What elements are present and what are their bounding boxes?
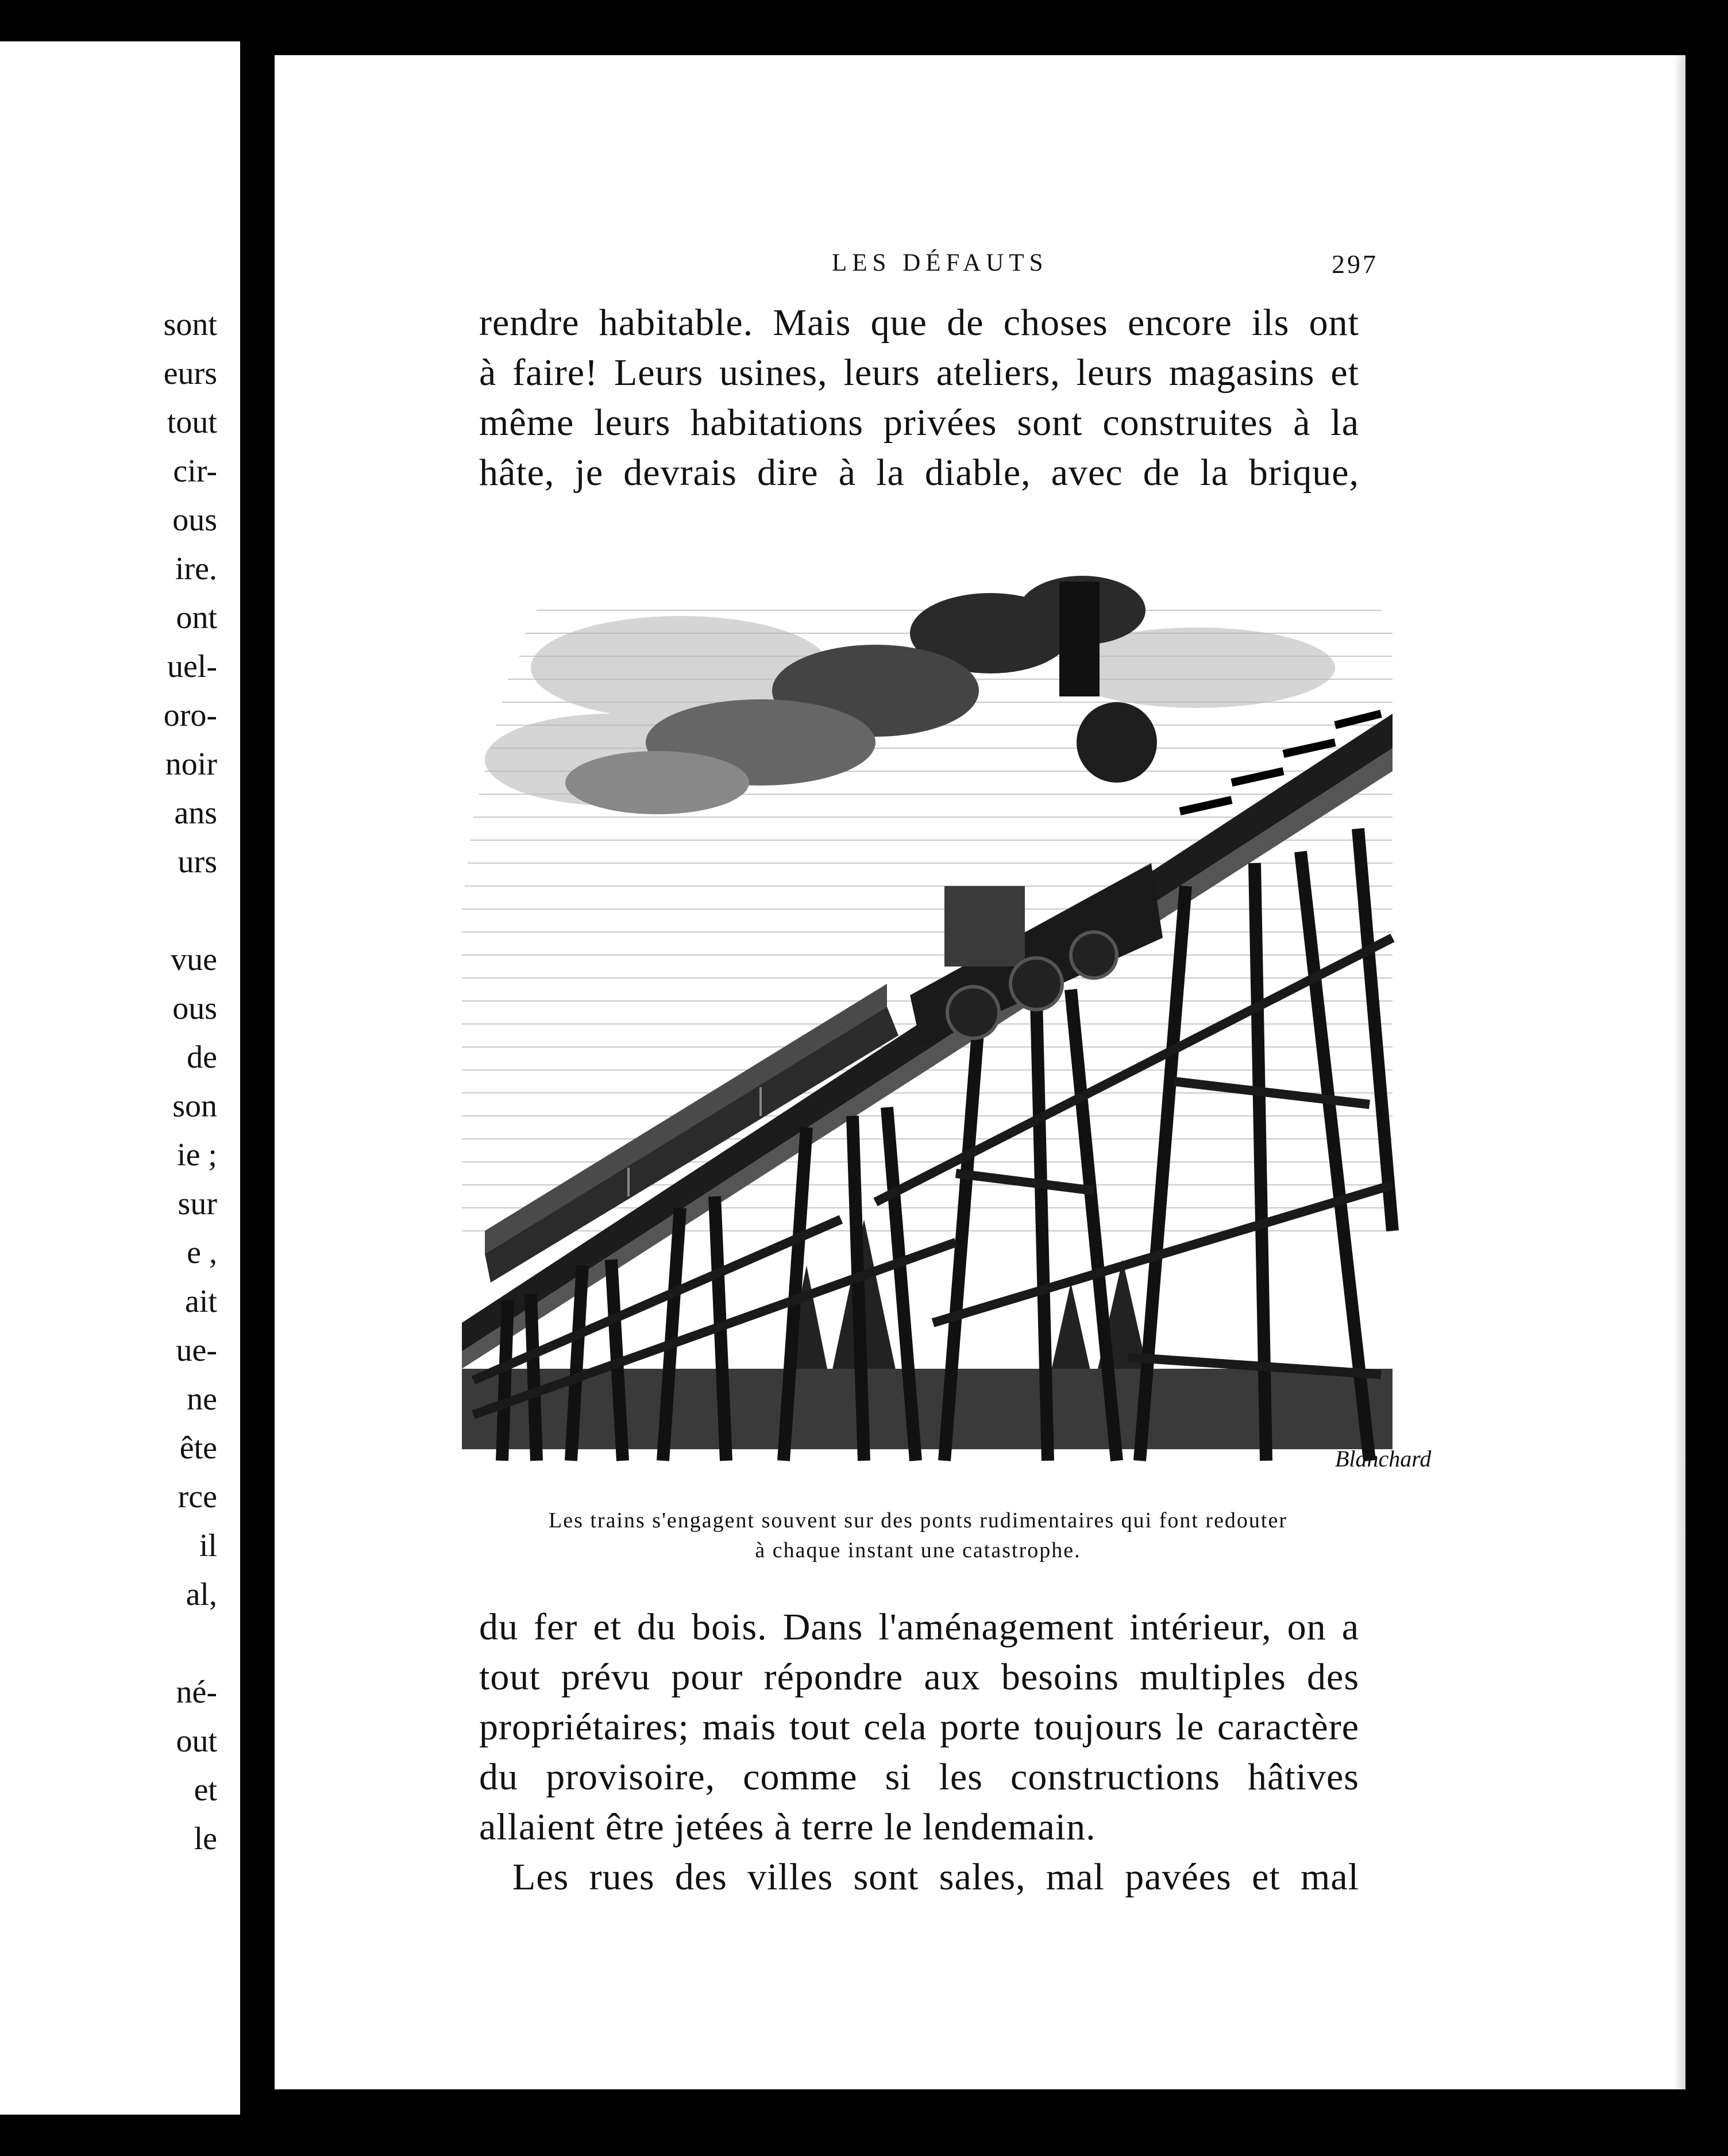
left-fragment: out	[176, 1723, 217, 1759]
left-fragment: ire.	[175, 551, 217, 587]
text-line: du fer et du bois. Dans l'aménagement intérieur, on a	[479, 1606, 1359, 1648]
text-line: tout prévu pour répondre aux besoins multiples des	[479, 1656, 1359, 1698]
text-line: rendre habitable. Mais que de choses encore ils ont	[479, 302, 1359, 344]
right-page	[275, 55, 1685, 2089]
left-fragment: sont	[163, 307, 217, 342]
paragraph-top	[479, 298, 1359, 498]
caption-line: Les trains s'engagent souvent sur des ponts rudimentaires qui font redouter	[548, 1508, 1288, 1533]
text-line: même leurs habitations privées sont construites à la	[479, 402, 1359, 444]
left-fragment: et	[194, 1772, 217, 1808]
left-fragment: le	[194, 1821, 217, 1857]
train-trestle-illustration	[439, 541, 1432, 1484]
left-fragment: eurs	[163, 356, 217, 391]
left-fragment: ans	[174, 795, 217, 831]
left-fragment: tout	[167, 405, 217, 440]
page-edge-shadow	[1674, 55, 1685, 2089]
left-fragment: al,	[186, 1577, 217, 1612]
left-fragment: ait	[185, 1284, 217, 1319]
text-line: allaient être jetées à terre le lendemain.	[479, 1806, 1096, 1848]
left-fragment: il	[199, 1528, 217, 1564]
page-number: 297	[1332, 249, 1378, 279]
left-fragment: vue	[171, 942, 217, 977]
text-line: Les rues des villes sont sales, mal pavées et mal	[512, 1856, 1359, 1898]
left-fragment: de	[187, 1040, 217, 1075]
left-fragment: cir-	[173, 453, 217, 489]
text-line: propriétaires; mais tout cela porte toujours le caractère	[479, 1706, 1359, 1748]
text-line: à faire! Leurs usines, leurs ateliers, leurs magasins et	[479, 352, 1359, 394]
left-fragment: urs	[178, 844, 217, 880]
paragraph-bottom	[479, 1602, 1359, 1902]
left-fragment: uel-	[167, 649, 217, 684]
left-fragment: oro-	[163, 698, 217, 733]
figure-caption	[447, 1506, 1389, 1565]
left-fragment: rce	[178, 1479, 217, 1515]
caption-line: à chaque instant une catastrophe.	[755, 1538, 1081, 1562]
left-fragment: noir	[165, 746, 217, 782]
left-fragment: né-	[176, 1674, 217, 1710]
left-fragment: sur	[178, 1186, 217, 1222]
text-line: hâte, je devrais dire à la diable, avec de la brique,	[479, 452, 1359, 494]
passenger-cars	[485, 984, 898, 1283]
text-line: du provisoire, comme si les constructions hâtives	[479, 1756, 1359, 1798]
running-head: LES DÉFAUTS	[832, 249, 1048, 276]
left-fragment: ie ;	[177, 1137, 217, 1173]
left-fragment: ue-	[176, 1333, 217, 1368]
artist-signature: Blanchard	[1335, 1446, 1432, 1472]
left-fragment: e ,	[187, 1235, 217, 1270]
left-fragment: ne	[187, 1381, 217, 1417]
left-fragment: ous	[172, 502, 217, 538]
left-fragment: ont	[176, 600, 217, 636]
left-page	[0, 41, 240, 2115]
left-fragment: ête	[179, 1430, 217, 1466]
left-fragment: son	[172, 1088, 217, 1124]
left-fragment: ous	[172, 991, 217, 1026]
